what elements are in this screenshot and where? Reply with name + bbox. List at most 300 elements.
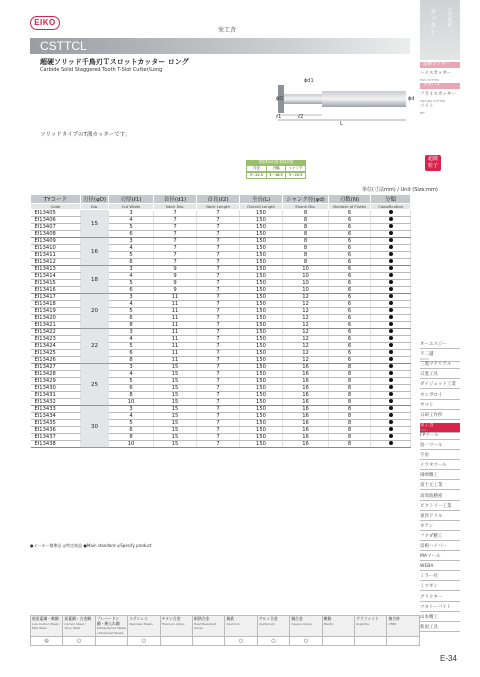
- index-item[interactable]: [420, 483, 460, 490]
- standard-dot-icon: [389, 308, 393, 312]
- index-label: WEBA: [420, 564, 434, 570]
- cell-value: 7: [197, 364, 240, 371]
- cell-code: EI13436: [31, 427, 81, 434]
- cell-value: 10: [283, 273, 329, 280]
- cell-classification: [371, 336, 411, 343]
- column-header: 首長(ℓ2): [197, 195, 240, 204]
- cell-value: 15: [154, 378, 197, 385]
- index-label: 岡崎精工: [420, 473, 438, 479]
- cell-classification: [371, 420, 411, 427]
- standard-dot-icon: [389, 224, 393, 228]
- cell-code: EI13421: [31, 322, 81, 329]
- cell-value: 6: [109, 259, 154, 266]
- index-label-en: EIKO: [420, 427, 427, 432]
- cell-value: 150: [240, 252, 283, 259]
- tool-shank: [322, 91, 406, 107]
- table-row: [31, 210, 411, 217]
- cell-value: 11: [154, 294, 197, 301]
- cell-value: 16: [283, 399, 329, 406]
- cell-value: 3: [109, 238, 154, 245]
- cell-value: 16: [283, 427, 329, 434]
- material-name-en: Titanium Alloys: [161, 621, 185, 626]
- cell-value: 7: [197, 315, 240, 322]
- cell-value: 7: [197, 308, 240, 315]
- cell-value: 12: [283, 322, 329, 329]
- cell-value: 7: [197, 245, 240, 252]
- cell-value: 150: [240, 266, 283, 273]
- cell-value: 7: [197, 336, 240, 343]
- standard-dot-icon: [389, 238, 393, 242]
- cell-value: 7: [197, 210, 240, 217]
- cell-value: 11: [154, 322, 197, 329]
- cell-value: 6: [109, 350, 154, 357]
- side-link[interactable]: [420, 104, 460, 117]
- standard-dot-icon: [389, 343, 393, 347]
- index-label: ギケン: [420, 523, 434, 529]
- eiko-logo: EIKO: [30, 16, 60, 30]
- cell-value: 8: [283, 224, 329, 231]
- standard-dot-icon: [389, 322, 393, 326]
- standard-dot-icon: [389, 245, 393, 249]
- cell-value: 9: [154, 287, 197, 294]
- index-item[interactable]: [420, 342, 460, 349]
- cell-value: 7: [197, 406, 240, 413]
- index-item[interactable]: [420, 352, 460, 362]
- cell-value: 4: [109, 301, 154, 308]
- cell-code: EI13438: [31, 441, 81, 448]
- side-link-label: バイト: [420, 104, 434, 109]
- material-name-en: Plastic: [323, 621, 334, 626]
- cell-value: 8: [329, 371, 371, 378]
- standard-dot-icon: [389, 434, 393, 438]
- unit-note: 単位(寸法mm) / Unit (Size:mm): [362, 187, 438, 193]
- cell-value: 6: [329, 308, 371, 315]
- legend-value-row: [246, 172, 306, 179]
- cell-value: 6: [109, 385, 154, 392]
- cell-value: 6: [329, 329, 371, 336]
- column-header: 分類: [371, 195, 411, 204]
- column-subheader: Overall Length: [240, 204, 283, 210]
- cell-classification: [371, 343, 411, 350]
- material-name-en: Heat Resistant Alloys: [194, 621, 216, 630]
- index-item[interactable]: [420, 595, 460, 602]
- cell-value: 150: [240, 371, 283, 378]
- material-table: [30, 615, 420, 646]
- cell-diameter: 22: [81, 329, 109, 364]
- cell-value: 7: [154, 217, 197, 224]
- cell-value: 150: [240, 287, 283, 294]
- index-item[interactable]: [420, 413, 460, 420]
- cell-value: 8: [109, 322, 154, 329]
- cell-code: EI13422: [31, 329, 81, 336]
- cell-code: EI13432: [31, 399, 81, 406]
- index-item[interactable]: [420, 615, 460, 622]
- cell-value: 9: [154, 266, 197, 273]
- material-name-en: Cast Iron: [226, 621, 240, 626]
- cell-value: 11: [154, 336, 197, 343]
- cell-value: 6: [109, 287, 154, 294]
- cell-value: 150: [240, 441, 283, 448]
- cell-value: 150: [240, 343, 283, 350]
- column-subheader: Classification: [371, 204, 411, 210]
- cell-classification: [371, 266, 411, 273]
- standard-dot-icon: [389, 280, 393, 284]
- material-name: 複合材: [388, 616, 400, 621]
- label-l1: ℓ1: [276, 114, 282, 120]
- cell-value: 150: [240, 406, 283, 413]
- index-item[interactable]: [420, 584, 460, 591]
- cell-value: 6: [329, 224, 371, 231]
- cell-code: EI13411: [31, 252, 81, 259]
- cell-value: 6: [329, 217, 371, 224]
- spec-table: [30, 194, 411, 448]
- material-header: [387, 616, 420, 637]
- index-item[interactable]: [420, 625, 460, 632]
- label-d: ϕd: [408, 96, 415, 102]
- cell-value: 150: [240, 238, 283, 245]
- cell-value: 15: [154, 420, 197, 427]
- cell-diameter: 15: [81, 210, 109, 238]
- column-header: 刃厚(ℓ1): [109, 195, 154, 204]
- page-number: E-34: [440, 654, 457, 663]
- category-tab-en: CUTTERS: [447, 8, 452, 27]
- cell-value: 6: [329, 343, 371, 350]
- index-label: 島一ツール: [420, 443, 443, 448]
- index-item[interactable]: [420, 564, 460, 571]
- cell-value: 7: [197, 385, 240, 392]
- side-link-sub: MILLING CUTTER: [420, 99, 446, 103]
- material-suitability: [160, 637, 192, 646]
- cell-value: 10: [283, 266, 329, 273]
- index-item[interactable]: [420, 453, 460, 460]
- index-item[interactable]: [420, 393, 460, 400]
- index-item[interactable]: [420, 494, 460, 501]
- cell-value: 7: [197, 273, 240, 280]
- index-item[interactable]: [420, 463, 460, 470]
- cell-value: 6: [109, 231, 154, 238]
- category-tab[interactable]: [420, 0, 460, 60]
- standard-dot-icon: [389, 406, 393, 410]
- category-tab-jp: カッター: [429, 8, 437, 36]
- material-name: 低炭素鋼・軟鋼: [32, 616, 59, 621]
- cell-value: 150: [240, 294, 283, 301]
- cell-value: 7: [197, 231, 240, 238]
- index-label: 日進工具: [420, 372, 438, 378]
- cell-value: 10: [283, 287, 329, 294]
- cell-value: 4: [109, 245, 154, 252]
- cell-value: 5: [109, 252, 154, 259]
- cell-value: 7: [197, 427, 240, 434]
- cell-classification: [371, 252, 411, 259]
- standard-dot-icon: [389, 266, 393, 270]
- cell-value: 150: [240, 385, 283, 392]
- cell-value: 15: [154, 434, 197, 441]
- cell-classification: [371, 294, 411, 301]
- index-item[interactable]: [420, 605, 460, 612]
- standard-dot-icon: [389, 329, 393, 333]
- cell-value: 150: [240, 427, 283, 434]
- cell-code: EI13407: [31, 224, 81, 231]
- cell-value: 11: [154, 315, 197, 322]
- index-label: ミツギン: [420, 584, 438, 590]
- standard-dot-icon: [389, 210, 393, 214]
- cell-value: 150: [240, 273, 283, 280]
- cell-code: EI13408: [31, 231, 81, 238]
- cell-value: 11: [154, 350, 197, 357]
- ultrafine-badge: [425, 155, 441, 171]
- column-header: 刃径(φD): [81, 195, 109, 204]
- index-label: 日研工作所: [420, 412, 443, 418]
- cell-value: 7: [197, 224, 240, 231]
- cell-value: 150: [240, 336, 283, 343]
- material-suitability: [95, 637, 127, 646]
- cell-code: EI13414: [31, 273, 81, 280]
- standard-dot-icon: [389, 371, 393, 375]
- cell-value: 150: [240, 350, 283, 357]
- cell-value: 150: [240, 315, 283, 322]
- cell-value: 15: [154, 399, 197, 406]
- standard-dot-icon: [389, 413, 393, 417]
- cell-code: EI13405: [31, 210, 81, 217]
- cell-value: 6: [329, 273, 371, 280]
- index-item[interactable]: [420, 403, 460, 410]
- side-link[interactable]: [420, 83, 460, 89]
- cell-value: 8: [329, 413, 371, 420]
- cell-code: EI13415: [31, 280, 81, 287]
- cell-value: 8: [329, 434, 371, 441]
- index-item[interactable]: [420, 372, 460, 379]
- cell-classification: [371, 217, 411, 224]
- cell-code: EI13424: [31, 343, 81, 350]
- cell-value: 5: [109, 224, 154, 231]
- cell-value: 7: [197, 322, 240, 329]
- cell-code: EI13435: [31, 420, 81, 427]
- column-subheader: Shank Dia.: [283, 204, 329, 210]
- cell-classification: [371, 322, 411, 329]
- table-row: [31, 329, 411, 336]
- product-bar: [30, 38, 410, 54]
- cell-value: 8: [283, 210, 329, 217]
- material-suitability: [355, 637, 387, 646]
- cell-value: 7: [197, 343, 240, 350]
- cell-classification: [371, 224, 411, 231]
- cell-value: 7: [197, 350, 240, 357]
- cell-value: 150: [240, 329, 283, 336]
- material-name-en: Stainless Steels: [129, 621, 153, 626]
- cell-value: 6: [329, 301, 371, 308]
- cell-value: 6: [329, 231, 371, 238]
- cell-value: 7: [197, 441, 240, 448]
- cell-code: EI13417: [31, 294, 81, 301]
- cell-value: 150: [240, 210, 283, 217]
- cell-value: 6: [329, 336, 371, 343]
- cell-value: 6: [329, 280, 371, 287]
- cell-value: 7: [197, 287, 240, 294]
- cell-value: 5: [109, 378, 154, 385]
- cell-value: 7: [197, 266, 240, 273]
- cell-value: 16: [283, 392, 329, 399]
- index-item[interactable]: [420, 524, 460, 531]
- label-L: L: [340, 121, 343, 125]
- cell-classification: [371, 399, 411, 406]
- cell-code: EI13406: [31, 217, 81, 224]
- cell-value: 6: [329, 252, 371, 259]
- index-label: 宇宙: [420, 453, 429, 459]
- badge-line: 粒子: [427, 163, 438, 169]
- cell-value: 8: [109, 357, 154, 364]
- cell-value: 8: [283, 259, 329, 266]
- cell-value: 7: [154, 231, 197, 238]
- material-suitability: ◎: [31, 637, 63, 646]
- label-l2: ℓ2: [298, 114, 304, 120]
- material-name: 炭素鋼・合金鋼: [64, 616, 91, 621]
- standard-dot-icon: [389, 441, 393, 445]
- cell-value: 3: [109, 294, 154, 301]
- side-link[interactable]: [420, 62, 460, 68]
- label-D: ϕD: [276, 96, 284, 102]
- cell-value: 7: [197, 378, 240, 385]
- product-code: CSTTCL: [40, 39, 87, 53]
- index-label: イワタツール: [420, 463, 447, 469]
- cell-value: 6: [109, 427, 154, 434]
- standard-dot-icon: [389, 385, 393, 389]
- description: ソリッドタイプのT溝カッターです。: [40, 132, 131, 138]
- index-label: 栄工舎: [420, 422, 434, 428]
- cell-code: EI13412: [31, 259, 81, 266]
- cell-value: 7: [154, 259, 197, 266]
- material-name-en: Aluminium: [258, 621, 275, 626]
- cell-value: 12: [283, 294, 329, 301]
- column-header: シャンク径(φd): [283, 195, 329, 204]
- legend-head: 被削材(M)別 推奨切削: [246, 160, 306, 165]
- cell-value: 150: [240, 224, 283, 231]
- cell-value: 5: [109, 343, 154, 350]
- cell-code: EI13429: [31, 378, 81, 385]
- index-label: ダイジェット工業: [420, 382, 456, 388]
- cell-value: 8: [329, 420, 371, 427]
- cell-value: 5: [109, 308, 154, 315]
- material-header: [128, 616, 160, 637]
- cell-code: EI13416: [31, 287, 81, 294]
- cell-value: 8: [283, 252, 329, 259]
- cell-value: 15: [154, 441, 197, 448]
- standard-dot-icon: [389, 287, 393, 291]
- material-name: グラファイト: [356, 616, 379, 621]
- cell-classification: [371, 371, 411, 378]
- material-header: [63, 616, 95, 637]
- cell-value: 5: [109, 420, 154, 427]
- cell-value: 6: [329, 210, 371, 217]
- table-row: [31, 238, 411, 245]
- label-d1: ϕd1: [304, 78, 314, 84]
- cell-value: 8: [329, 378, 371, 385]
- material-header-row: [31, 616, 420, 637]
- index-label: 高周波精密: [420, 493, 443, 499]
- cell-classification: [371, 287, 411, 294]
- cell-value: 6: [329, 294, 371, 301]
- standard-dot-icon: [389, 392, 393, 396]
- material-header: [95, 616, 127, 637]
- index-item[interactable]: [420, 514, 460, 521]
- column-subheader: Code: [31, 204, 81, 210]
- cell-value: 150: [240, 301, 283, 308]
- table-header-row: [31, 195, 411, 204]
- index-label: ビクトリー工業: [420, 503, 452, 509]
- index-item[interactable]: [420, 574, 460, 581]
- cell-value: 3: [109, 210, 154, 217]
- cell-value: 8: [329, 385, 371, 392]
- index-item[interactable]: [420, 554, 460, 561]
- cell-classification: [371, 259, 411, 266]
- legend-header: 刃径: [247, 166, 267, 171]
- material-name-en: CFRP: [388, 621, 397, 626]
- side-link-label: フライスカッター: [420, 92, 456, 97]
- material-header: [355, 616, 387, 637]
- cell-value: 8: [329, 392, 371, 399]
- cell-classification: [371, 427, 411, 434]
- index-label: 山本精工: [420, 614, 438, 620]
- index-item[interactable]: [420, 534, 460, 541]
- cell-code: EI13433: [31, 406, 81, 413]
- index-label: ヤマト: [420, 402, 434, 408]
- index-item[interactable]: [420, 443, 460, 450]
- index-item[interactable]: [420, 433, 460, 440]
- index-label: 新潟工具: [420, 624, 438, 630]
- cell-value: 7: [197, 357, 240, 364]
- index-item[interactable]: [420, 504, 460, 511]
- index-label: タンガロイ: [420, 392, 443, 398]
- cell-value: 10: [109, 399, 154, 406]
- cell-classification: [371, 434, 411, 441]
- cell-value: 12: [283, 329, 329, 336]
- cell-value: 12: [283, 301, 329, 308]
- cell-value: 7: [154, 224, 197, 231]
- index-item[interactable]: [420, 544, 460, 551]
- standard-dot-icon: [389, 301, 393, 305]
- index-item[interactable]: [420, 362, 460, 369]
- index-item[interactable]: [420, 382, 460, 389]
- cell-value: 15: [154, 364, 197, 371]
- cell-value: 150: [240, 217, 283, 224]
- cell-value: 7: [197, 413, 240, 420]
- badge-line: 超微: [427, 156, 438, 162]
- cell-value: 12: [283, 350, 329, 357]
- material-name-en: Graphite: [356, 621, 370, 626]
- cell-value: 8: [283, 238, 329, 245]
- cell-value: 8: [283, 245, 329, 252]
- cell-value: 7: [197, 434, 240, 441]
- cell-value: 6: [329, 266, 371, 273]
- cell-code: EI13410: [31, 245, 81, 252]
- material-name: ステンレス: [129, 616, 148, 621]
- cell-value: 6: [329, 259, 371, 266]
- cell-value: 3: [109, 406, 154, 413]
- cell-value: 4: [109, 273, 154, 280]
- cell-value: 4: [109, 371, 154, 378]
- cell-value: 9: [154, 280, 197, 287]
- column-header: 全長(L): [240, 195, 283, 204]
- index-item[interactable]: [420, 423, 460, 433]
- cell-classification: [371, 301, 411, 308]
- cell-value: 16: [283, 441, 329, 448]
- cell-value: 8: [109, 434, 154, 441]
- index-item[interactable]: [420, 473, 460, 480]
- cell-value: 3: [109, 364, 154, 371]
- table-note: ●メーカー標準品 ◎特定商品 ●Main standard ◎Specify product: [30, 543, 152, 548]
- cell-classification: [371, 308, 411, 315]
- cell-value: 10: [109, 441, 154, 448]
- standard-dot-icon: [389, 357, 393, 361]
